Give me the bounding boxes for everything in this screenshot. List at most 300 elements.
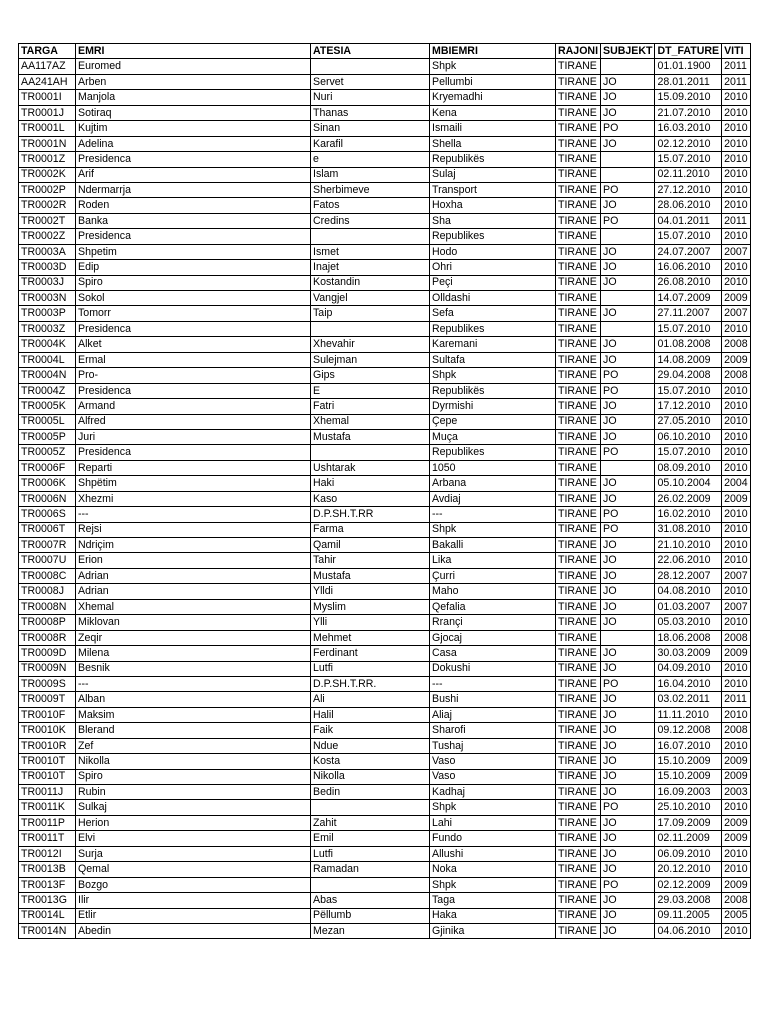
table-row [19,182,751,197]
cell-subjekt: PO [601,676,655,691]
cell-targa: TR0001L [19,121,76,136]
cell-rajoni: TIRANE [556,368,601,383]
cell-atesia: Servet [311,74,430,89]
cell-atesia: Ferdinant [311,646,430,661]
cell-emri: Reparti [76,460,311,475]
cell-rajoni: TIRANE [556,908,601,923]
cell-dt-fature: 15.09.2010 [655,90,722,105]
cell-atesia: Ramadan [311,862,430,877]
cell-targa: TR0004K [19,337,76,352]
cell-atesia: Pëllumb [311,908,430,923]
cell-atesia: Mustafa [311,568,430,583]
cell-mbiemri: Sharofi [430,723,556,738]
cell-atesia: Xhevahir [311,337,430,352]
cell-subjekt: JO [601,476,655,491]
cell-mbiemri: Arbana [430,476,556,491]
cell-viti: 2010 [722,445,751,460]
cell-dt-fature: 27.05.2010 [655,414,722,429]
cell-targa: TR0004N [19,368,76,383]
cell-rajoni: TIRANE [556,893,601,908]
cell-mbiemri: Muça [430,429,556,444]
cell-subjekt: JO [601,568,655,583]
cell-targa: TR0002K [19,167,76,182]
cell-viti: 2010 [722,198,751,213]
cell-rajoni: TIRANE [556,306,601,321]
cell-viti: 2009 [722,769,751,784]
cell-emri: Ermal [76,352,311,367]
cell-emri: --- [76,676,311,691]
cell-viti: 2005 [722,908,751,923]
cell-emri: Maksim [76,707,311,722]
cell-atesia: Ali [311,692,430,707]
cell-rajoni: TIRANE [556,877,601,892]
cell-rajoni: TIRANE [556,429,601,444]
cell-emri: Juri [76,429,311,444]
cell-atesia: Nuri [311,90,430,105]
cell-atesia: Mezan [311,923,430,938]
cell-dt-fature: 30.03.2009 [655,646,722,661]
table-row [19,399,751,414]
cell-dt-fature: 25.10.2010 [655,800,722,815]
table-row [19,59,751,74]
cell-mbiemri: --- [430,676,556,691]
cell-dt-fature: 04.09.2010 [655,661,722,676]
cell-subjekt: JO [601,785,655,800]
cell-rajoni: TIRANE [556,182,601,197]
cell-mbiemri: Casa [430,646,556,661]
cell-viti: 2010 [722,846,751,861]
cell-subjekt [601,152,655,167]
cell-dt-fature: 15.07.2010 [655,321,722,336]
cell-rajoni: TIRANE [556,260,601,275]
cell-viti: 2010 [722,321,751,336]
table-row [19,769,751,784]
cell-mbiemri: Ohri [430,260,556,275]
cell-targa: TR0010T [19,754,76,769]
cell-rajoni: TIRANE [556,167,601,182]
cell-subjekt: JO [601,615,655,630]
table-row [19,152,751,167]
cell-atesia: Islam [311,167,430,182]
cell-subjekt: JO [601,553,655,568]
cell-targa: TR0013B [19,862,76,877]
cell-rajoni: TIRANE [556,661,601,676]
table-row [19,599,751,614]
cell-viti: 2010 [722,923,751,938]
cell-mbiemri: Dokushi [430,661,556,676]
cell-targa: TR0001N [19,136,76,151]
cell-mbiemri: Haka [430,908,556,923]
cell-mbiemri: --- [430,507,556,522]
table-row [19,198,751,213]
cell-rajoni: TIRANE [556,831,601,846]
cell-subjekt [601,460,655,475]
cell-viti: 2009 [722,352,751,367]
cell-targa: TR0003A [19,244,76,259]
cell-viti: 2011 [722,74,751,89]
cell-mbiemri: Çepe [430,414,556,429]
cell-rajoni: TIRANE [556,769,601,784]
cell-dt-fature: 20.12.2010 [655,862,722,877]
cell-mbiemri: Aliaj [430,707,556,722]
cell-mbiemri: Pellumbi [430,74,556,89]
table-row [19,908,751,923]
cell-mbiemri: Transport [430,182,556,197]
cell-emri: Presidenca [76,445,311,460]
cell-mbiemri: Sulaj [430,167,556,182]
cell-atesia: Sherbimeve [311,182,430,197]
cell-rajoni: TIRANE [556,291,601,306]
cell-rajoni: TIRANE [556,584,601,599]
cell-rajoni: TIRANE [556,568,601,583]
table-row [19,815,751,830]
cell-dt-fature: 26.02.2009 [655,491,722,506]
cell-targa: TR0014N [19,923,76,938]
cell-viti: 2010 [722,429,751,444]
cell-emri: Miklovan [76,615,311,630]
table-row [19,445,751,460]
cell-atesia: Thanas [311,105,430,120]
cell-dt-fature: 05.03.2010 [655,615,722,630]
cell-dt-fature: 17.12.2010 [655,399,722,414]
table-row [19,800,751,815]
cell-subjekt: JO [601,491,655,506]
cell-atesia: Taip [311,306,430,321]
cell-mbiemri: Qefalia [430,599,556,614]
table-row [19,105,751,120]
cell-mbiemri: Noka [430,862,556,877]
cell-emri: Ilir [76,893,311,908]
cell-mbiemri: Rrançi [430,615,556,630]
cell-atesia: Xhemal [311,414,430,429]
cell-emri: Roden [76,198,311,213]
cell-emri: Banka [76,213,311,228]
cell-subjekt: JO [601,707,655,722]
table-row [19,414,751,429]
cell-dt-fature: 09.12.2008 [655,723,722,738]
cell-subjekt: PO [601,182,655,197]
table-row [19,352,751,367]
cell-targa: TR0002Z [19,229,76,244]
cell-mbiemri: Republikës [430,383,556,398]
cell-atesia: D.P.SH.T.RR. [311,676,430,691]
table-row [19,429,751,444]
cell-subjekt: JO [601,136,655,151]
cell-viti: 2003 [722,785,751,800]
cell-viti: 2007 [722,244,751,259]
header-rajoni: RAJONI [556,44,601,59]
cell-subjekt: JO [601,399,655,414]
cell-targa: TR0012I [19,846,76,861]
cell-dt-fature: 05.10.2004 [655,476,722,491]
cell-dt-fature: 03.02.2011 [655,692,722,707]
cell-viti: 2010 [722,105,751,120]
cell-dt-fature: 01.08.2008 [655,337,722,352]
cell-mbiemri: Sha [430,213,556,228]
cell-atesia: Ismet [311,244,430,259]
cell-emri: Ndriçim [76,538,311,553]
cell-dt-fature: 22.06.2010 [655,553,722,568]
cell-dt-fature: 16.06.2010 [655,260,722,275]
cell-rajoni: TIRANE [556,846,601,861]
cell-emri: Adelina [76,136,311,151]
cell-targa: TR0009D [19,646,76,661]
cell-targa: TR0006K [19,476,76,491]
cell-rajoni: TIRANE [556,692,601,707]
cell-dt-fature: 17.09.2009 [655,815,722,830]
cell-atesia [311,229,430,244]
cell-emri: Adrian [76,584,311,599]
cell-mbiemri: Kryemadhi [430,90,556,105]
cell-viti: 2010 [722,136,751,151]
table-row [19,831,751,846]
cell-atesia: Credins [311,213,430,228]
cell-rajoni: TIRANE [556,383,601,398]
cell-mbiemri: Hodo [430,244,556,259]
table-row [19,229,751,244]
cell-rajoni: TIRANE [556,445,601,460]
cell-dt-fature: 15.07.2010 [655,383,722,398]
cell-targa: TR0001I [19,90,76,105]
cell-viti: 2007 [722,306,751,321]
cell-emri: Abedin [76,923,311,938]
cell-mbiemri: Republikes [430,445,556,460]
cell-subjekt: PO [601,522,655,537]
cell-dt-fature: 06.09.2010 [655,846,722,861]
cell-emri: Pro- [76,368,311,383]
cell-atesia: Vangjel [311,291,430,306]
cell-atesia: D.P.SH.T.RR [311,507,430,522]
cell-targa: AA241AH [19,74,76,89]
cell-emri: Etlir [76,908,311,923]
cell-subjekt: JO [601,599,655,614]
cell-emri: Adrian [76,568,311,583]
cell-dt-fature: 02.12.2009 [655,877,722,892]
cell-viti: 2010 [722,553,751,568]
cell-rajoni: TIRANE [556,213,601,228]
cell-targa: TR0003N [19,291,76,306]
cell-rajoni: TIRANE [556,229,601,244]
cell-viti: 2007 [722,599,751,614]
cell-mbiemri: Maho [430,584,556,599]
cell-viti: 2010 [722,615,751,630]
cell-viti: 2008 [722,723,751,738]
cell-subjekt: JO [601,723,655,738]
cell-viti: 2010 [722,182,751,197]
cell-subjekt: JO [601,198,655,213]
cell-targa: TR0008C [19,568,76,583]
cell-targa: TR0010F [19,707,76,722]
cell-targa: TR0008P [19,615,76,630]
cell-atesia [311,445,430,460]
cell-mbiemri: Taga [430,893,556,908]
cell-mbiemri: Allushi [430,846,556,861]
cell-dt-fature: 28.06.2010 [655,198,722,213]
cell-emri: Bozgo [76,877,311,892]
cell-emri: Arben [76,74,311,89]
cell-dt-fature: 18.06.2008 [655,630,722,645]
cell-rajoni: TIRANE [556,553,601,568]
header-targa: TARGA [19,44,76,59]
table-row [19,321,751,336]
cell-emri: Shpëtim [76,476,311,491]
cell-targa: TR0014L [19,908,76,923]
cell-mbiemri: Shella [430,136,556,151]
table-row [19,538,751,553]
cell-atesia: Ndue [311,738,430,753]
cell-subjekt [601,229,655,244]
cell-dt-fature: 16.03.2010 [655,121,722,136]
cell-targa: TR0011P [19,815,76,830]
cell-dt-fature: 08.09.2010 [655,460,722,475]
cell-dt-fature: 29.04.2008 [655,368,722,383]
cell-atesia: Sulejman [311,352,430,367]
cell-dt-fature: 21.10.2010 [655,538,722,553]
cell-dt-fature: 21.07.2010 [655,105,722,120]
cell-rajoni: TIRANE [556,738,601,753]
cell-viti: 2011 [722,213,751,228]
cell-atesia: Myslim [311,599,430,614]
cell-mbiemri: Avdiaj [430,491,556,506]
cell-emri: Zeqir [76,630,311,645]
cell-viti: 2010 [722,152,751,167]
cell-mbiemri: Lika [430,553,556,568]
cell-rajoni: TIRANE [556,538,601,553]
cell-atesia: Ylldi [311,584,430,599]
cell-rajoni: TIRANE [556,491,601,506]
cell-mbiemri: Fundo [430,831,556,846]
table-row [19,584,751,599]
cell-mbiemri: Ismaili [430,121,556,136]
cell-viti: 2007 [722,568,751,583]
cell-subjekt: JO [601,244,655,259]
table-row [19,738,751,753]
cell-emri: Blerand [76,723,311,738]
cell-emri: Surja [76,846,311,861]
table-row [19,121,751,136]
cell-rajoni: TIRANE [556,74,601,89]
cell-subjekt: JO [601,862,655,877]
cell-emri: Spiro [76,769,311,784]
cell-dt-fature: 31.08.2010 [655,522,722,537]
cell-subjekt: JO [601,831,655,846]
cell-viti: 2004 [722,476,751,491]
cell-subjekt: JO [601,538,655,553]
cell-atesia: Kosta [311,754,430,769]
cell-rajoni: TIRANE [556,244,601,259]
table-row [19,923,751,938]
cell-targa: TR0013G [19,893,76,908]
cell-atesia: Ylli [311,615,430,630]
cell-targa: TR0003D [19,260,76,275]
table-row [19,306,751,321]
table-row [19,368,751,383]
cell-viti: 2010 [722,522,751,537]
cell-atesia [311,800,430,815]
cell-rajoni: TIRANE [556,152,601,167]
cell-mbiemri: Republikes [430,321,556,336]
cell-emri: Presidenca [76,383,311,398]
cell-viti: 2010 [722,800,751,815]
cell-targa: TR0010T [19,769,76,784]
vehicle-register-table [18,43,751,939]
cell-targa: AA117AZ [19,59,76,74]
cell-viti: 2010 [722,383,751,398]
cell-rajoni: TIRANE [556,507,601,522]
cell-targa: TR0003Z [19,321,76,336]
cell-targa: TR0005K [19,399,76,414]
cell-targa: TR0011K [19,800,76,815]
cell-rajoni: TIRANE [556,815,601,830]
cell-emri: Presidenca [76,152,311,167]
cell-viti: 2010 [722,90,751,105]
cell-rajoni: TIRANE [556,599,601,614]
cell-subjekt: JO [601,260,655,275]
cell-atesia: e [311,152,430,167]
cell-mbiemri: Lahi [430,815,556,830]
table-row [19,877,751,892]
cell-viti: 2010 [722,862,751,877]
cell-mbiemri: 1050 [430,460,556,475]
cell-emri: Alfred [76,414,311,429]
cell-targa: TR0007U [19,553,76,568]
table-row [19,553,751,568]
cell-rajoni: TIRANE [556,862,601,877]
cell-viti: 2008 [722,630,751,645]
cell-subjekt: PO [601,368,655,383]
cell-emri: Zef [76,738,311,753]
cell-subjekt: JO [601,337,655,352]
table-row [19,337,751,352]
cell-subjekt: PO [601,877,655,892]
cell-rajoni: TIRANE [556,615,601,630]
cell-subjekt: PO [601,800,655,815]
table-row [19,893,751,908]
cell-targa: TR0006F [19,460,76,475]
cell-viti: 2010 [722,460,751,475]
cell-viti: 2008 [722,893,751,908]
cell-dt-fature: 15.10.2009 [655,769,722,784]
cell-atesia: Zahit [311,815,430,830]
cell-atesia: Kaso [311,491,430,506]
cell-targa: TR0006S [19,507,76,522]
cell-dt-fature: 15.07.2010 [655,445,722,460]
cell-atesia: Nikolla [311,769,430,784]
cell-viti: 2011 [722,59,751,74]
cell-viti: 2010 [722,399,751,414]
cell-atesia: Lutfi [311,846,430,861]
cell-emri: Sokol [76,291,311,306]
cell-atesia: Abas [311,893,430,908]
cell-atesia: Emil [311,831,430,846]
cell-mbiemri: Gjocaj [430,630,556,645]
cell-subjekt: PO [601,445,655,460]
cell-rajoni: TIRANE [556,321,601,336]
cell-atesia: Karafil [311,136,430,151]
cell-targa: TR0013F [19,877,76,892]
table-row [19,74,751,89]
cell-emri: Euromed [76,59,311,74]
cell-rajoni: TIRANE [556,136,601,151]
cell-rajoni: TIRANE [556,923,601,938]
cell-rajoni: TIRANE [556,90,601,105]
cell-targa: TR0001Z [19,152,76,167]
cell-emri: Manjola [76,90,311,105]
table-row [19,630,751,645]
cell-subjekt: JO [601,584,655,599]
cell-dt-fature: 09.11.2005 [655,908,722,923]
cell-dt-fature: 02.12.2010 [655,136,722,151]
